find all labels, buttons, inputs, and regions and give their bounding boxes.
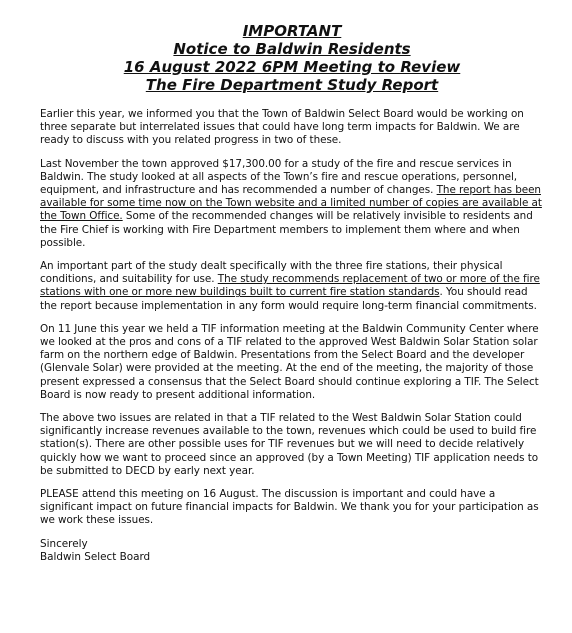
- paragraph-stations-underlined: The study recommends replacement of two or more of the fire stations with one or more new buildings built to current fire station standards: [40, 273, 540, 299]
- paragraph-study-underlined: The report has been available for some time now on the Town website and a limited number of copies are available at the Town Office.: [40, 184, 542, 223]
- paragraph-intro: Earlier this year, we informed you that the Town of Baldwin Select Board would be working on three separate but interrelated issues that could have long term impacts for Baldwin. We are ready to discuss with you related progress in two of these.: [40, 108, 524, 147]
- closing-salutation: Sincerely: [40, 537, 88, 550]
- paragraph-tif-meeting: On 11 June this year we held a TIF information meeting at the Baldwin Community Center where we looked at the pros and cons of a TIF related to the approved West Baldwin Solar Station solar farm on the northern edge of Baldwin. Presentations from the Select Board and the developer (Glenvale Solar) were provided at the meeting. At the end of the meeting, the majority of those present expressed a consensus that the Select Board should continue exploring a TIF. The Select Board is now ready to present additional information.: [40, 322, 539, 401]
- paragraph-related-issues: The above two issues are related in that a TIF related to the West Baldwin Solar Station could significantly increase revenues available to the town, revenues which could be used to build fire station(s). There are other possible uses for TIF revenues but we will need to decide relatively quickly how we want to proceed since an approved (by a Town Meeting) TIF application needs to be submitted to DECD by early next year.: [40, 412, 539, 477]
- paragraph-study-text-c: Some of the recommended changes will be relatively invisible to residents and the Fire Chief is working with Fire Department members to implement them where and when possible.: [40, 210, 533, 249]
- heading-notice: Notice to Baldwin Residents: [173, 40, 411, 58]
- heading-important: IMPORTANT: [242, 22, 342, 40]
- paragraph-study: [40, 158, 544, 250]
- paragraph-stations-text-c: . You should read the report because implementation in any form would require long-term financial commitments.: [40, 286, 537, 312]
- paragraph-study-text-a: Last November the town approved $17,300.00 for a study of the fire and rescue services in Baldwin. The study looked at all aspects of the Town’s fire and rescue operations, personnel, equipment, and infrastructure and has recommended a number of changes.: [40, 157, 518, 197]
- signature-block: [40, 538, 544, 564]
- heading-meeting-date: 16 August 2022 6PM Meeting to Review: [123, 58, 461, 76]
- closing-signer: Baldwin Select Board: [40, 550, 151, 563]
- notice-heading: [40, 22, 544, 94]
- heading-study-report: The Fire Department Study Report: [145, 76, 439, 94]
- paragraph-please-attend: PLEASE attend this meeting on 16 August. The discussion is important and could have a significant impact on future financial impacts for Baldwin. We thank you for your participation as we work these issues.: [40, 488, 539, 527]
- paragraph-stations: [40, 260, 544, 313]
- paragraph-stations-text-a: An important part of the study dealt specifically with the three fire stations, their physical conditions, and suitability for use.: [40, 260, 503, 286]
